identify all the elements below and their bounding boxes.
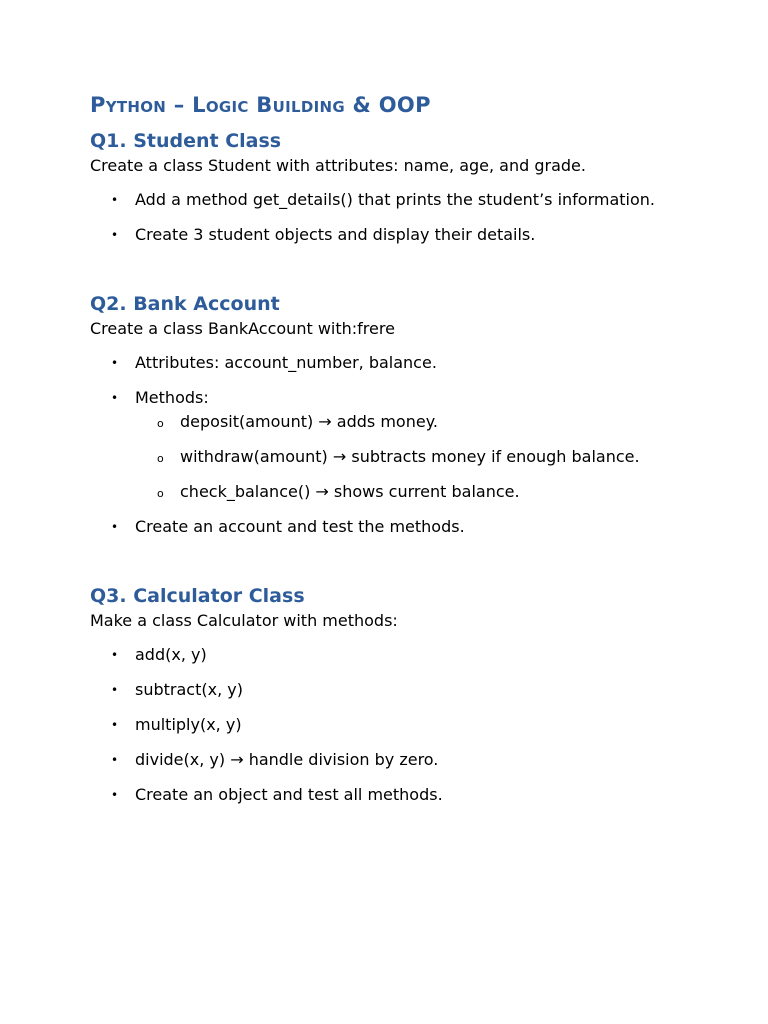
bullet-icon: • [111,193,119,207]
question-1-heading: Q1. Student Class [90,130,282,152]
list-item-text: Add a method get_details() that prints the student’s information. [135,190,656,209]
list-item-text: Create 3 student objects and display their details. [135,225,536,244]
list-item-text: subtract(x, y) [135,680,243,699]
sub-list-item [135,445,680,469]
list-item-text: Create an object and test all methods. [135,785,443,804]
question-3-list [90,643,680,807]
list-item [90,188,680,212]
list-item [90,223,680,247]
question-2-intro: Create a class BankAccount with:frere [90,319,395,338]
list-item [90,713,680,737]
sub-list-item-text: check_balance() → shows current balance. [180,482,520,501]
list-item [90,386,680,504]
question-1-intro: Create a class Student with attributes: name, age, and grade. [90,156,586,175]
list-item [90,678,680,702]
question-3-heading: Q3. Calculator Class [90,585,305,607]
circle-bullet-icon: o [157,452,164,465]
list-item [90,748,680,772]
sub-list-item [135,480,680,504]
bullet-icon: • [111,683,119,697]
list-item [90,783,680,807]
methods-sublist [135,410,680,504]
sub-list-item [135,410,680,434]
list-item-text: Methods: [135,388,209,407]
list-item-text: Create an account and test the methods. [135,517,465,536]
list-item [90,515,680,539]
question-3-section [90,583,680,807]
bullet-icon: • [111,648,119,662]
bullet-icon: • [111,788,119,802]
list-item [90,351,680,375]
question-1-section [90,128,680,247]
bullet-icon: • [111,228,119,242]
list-item-text: divide(x, y) → handle division by zero. [135,750,439,769]
circle-bullet-icon: o [157,417,164,430]
list-item [90,643,680,667]
bullet-icon: • [111,753,119,767]
bullet-icon: • [111,520,119,534]
sub-list-item-text: deposit(amount) → adds money. [180,412,438,431]
sub-list-item-text: withdraw(amount) → subtracts money if enough balance. [180,447,640,466]
list-item-text: Attributes: account_number, balance. [135,353,437,372]
question-2-heading: Q2. Bank Account [90,293,280,315]
question-3-intro: Make a class Calculator with methods: [90,611,398,630]
bullet-icon: • [111,391,119,405]
bullet-icon: • [111,718,119,732]
circle-bullet-icon: o [157,487,164,500]
document-title: Python – Logic Building & OOP [90,93,431,117]
question-1-list [90,188,680,247]
list-item-text: multiply(x, y) [135,715,242,734]
list-item-text: add(x, y) [135,645,207,664]
document-page [90,90,680,807]
bullet-icon: • [111,356,119,370]
question-2-section [90,291,680,539]
question-2-list [90,351,680,539]
